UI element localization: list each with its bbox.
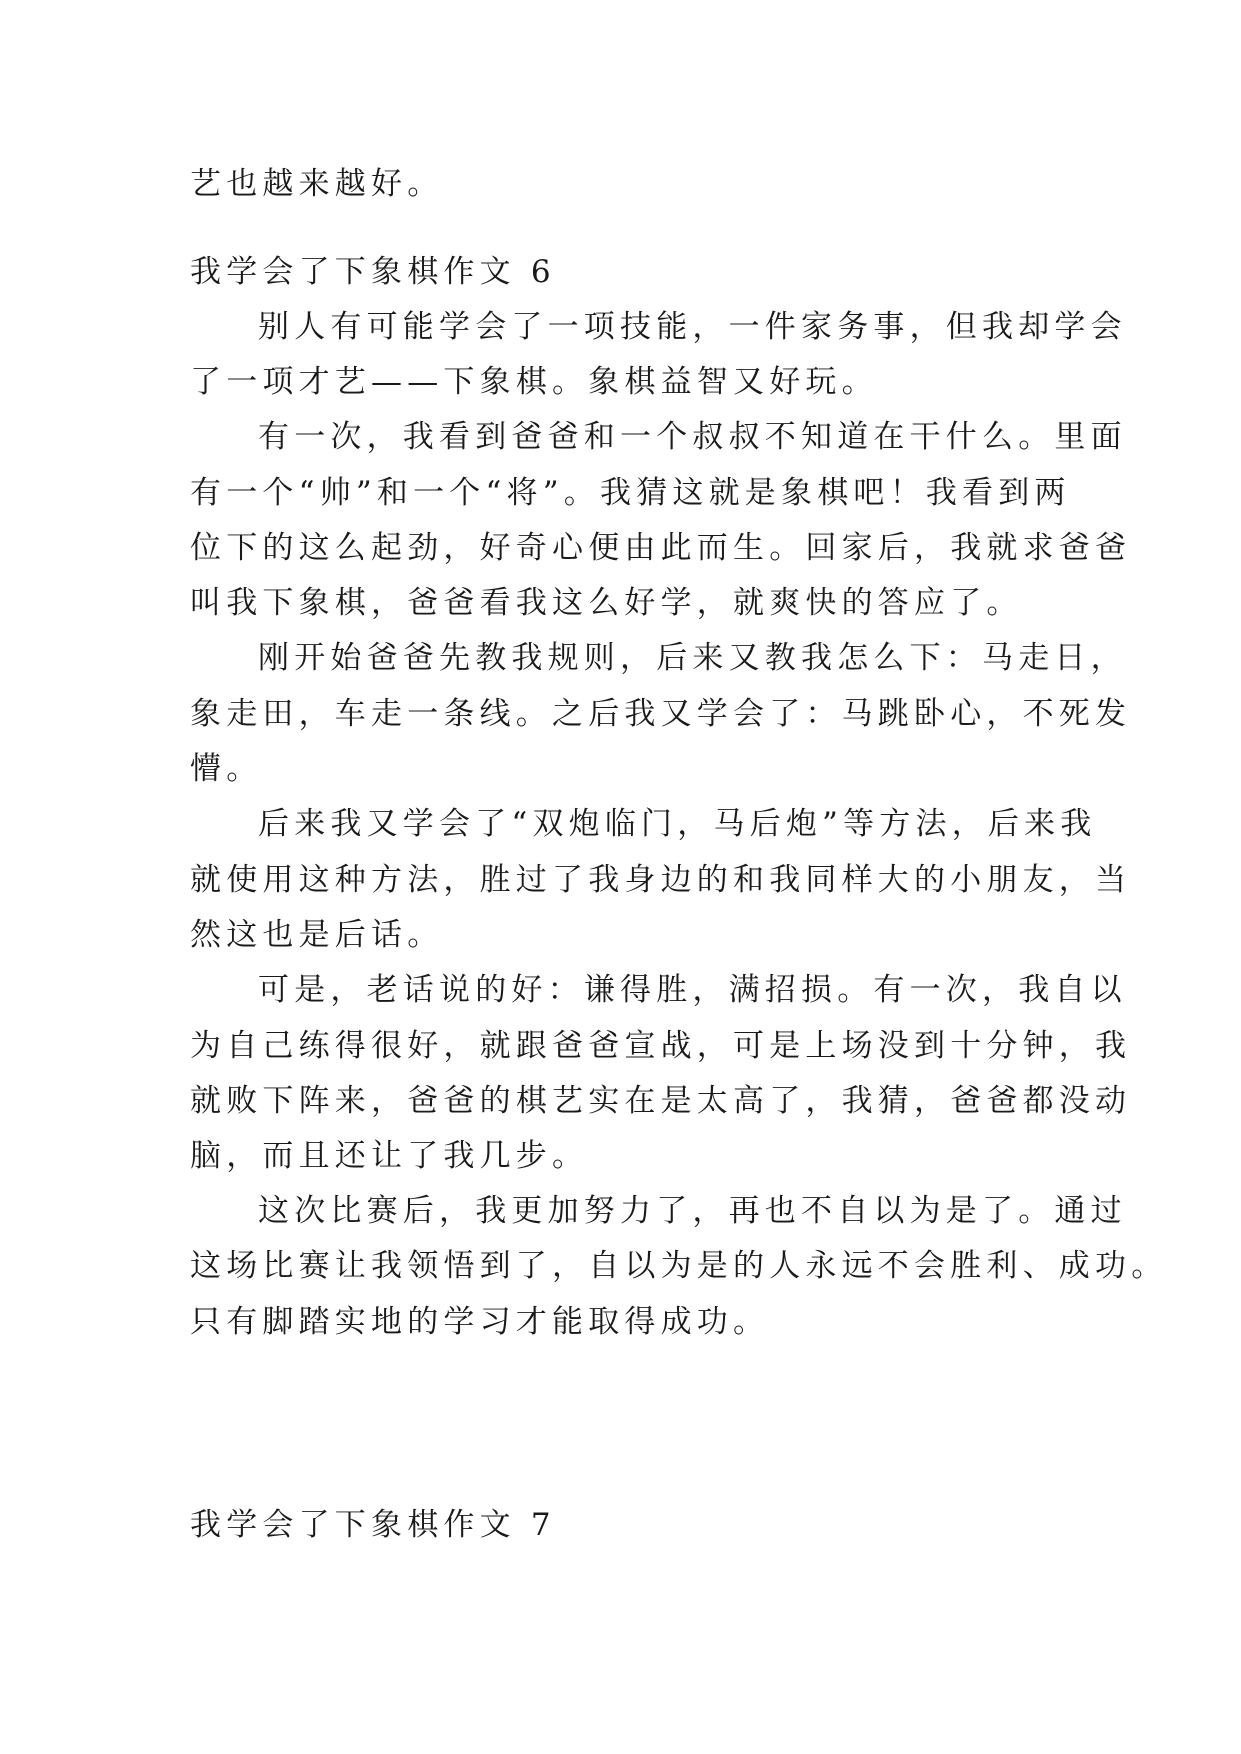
paragraph-line: 象走田，车走一条线。之后我又学会了：马跳卧心，不死发 <box>190 696 1132 732</box>
paragraph-line: 可是，老话说的好：谦得胜，满招损。有一次，我自以 <box>258 972 1127 1008</box>
paragraph-line: 就使用这种方法，胜过了我身边的和我同样大的小朋友，当 <box>190 862 1132 898</box>
paragraph-line: 这次比赛后，我更加努力了，再也不自以为是了。通过 <box>258 1193 1127 1229</box>
paragraph-line: 就败下阵来，爸爸的棋艺实在是太高了，我猜，爸爸都没动 <box>190 1083 1132 1119</box>
paragraph-line: 只有脚踏实地的学习才能取得成功。 <box>190 1304 770 1340</box>
paragraph-line: 为自己练得很好，就跟爸爸宣战，可是上场没到十分钟，我 <box>190 1028 1132 1064</box>
paragraph-line: 刚开始爸爸先教我规则，后来又教我怎么下：马走日， <box>258 640 1127 676</box>
paragraph-line: 脑，而且还让了我几步。 <box>190 1138 589 1174</box>
paragraph-line: 有一次，我看到爸爸和一个叔叔不知道在干什么。里面 <box>258 419 1127 455</box>
paragraph-fragment: 艺也越来越好。 <box>190 166 444 202</box>
paragraph-line: 叫我下象棋，爸爸看我这么好学，就爽快的答应了。 <box>190 585 1023 621</box>
essay-heading-7: 我学会了下象棋作文 7 <box>190 1507 556 1543</box>
paragraph-line: 懵。 <box>190 751 263 787</box>
paragraph-line: 有一个“帅”和一个“将”。我猜这就是象棋吧！我看到两 <box>190 475 1071 511</box>
paragraph-line: 别人有可能学会了一项技能，一件家务事，但我却学会 <box>258 309 1127 345</box>
paragraph-line: 了一项才艺——下象棋。象棋益智又好玩。 <box>190 364 878 400</box>
paragraph-line: 位下的这么起劲，好奇心便由此而生。回家后，我就求爸爸 <box>190 530 1132 566</box>
paragraph-line: 这场比赛让我领悟到了，自以为是的人永远不会胜利、成功。 <box>190 1248 1168 1284</box>
paragraph-line: 然这也是后话。 <box>190 917 444 953</box>
paragraph-line: 后来我又学会了“双炮临门，马后炮”等方法，后来我 <box>258 806 1097 842</box>
essay-heading-6: 我学会了下象棋作文 6 <box>190 254 556 290</box>
